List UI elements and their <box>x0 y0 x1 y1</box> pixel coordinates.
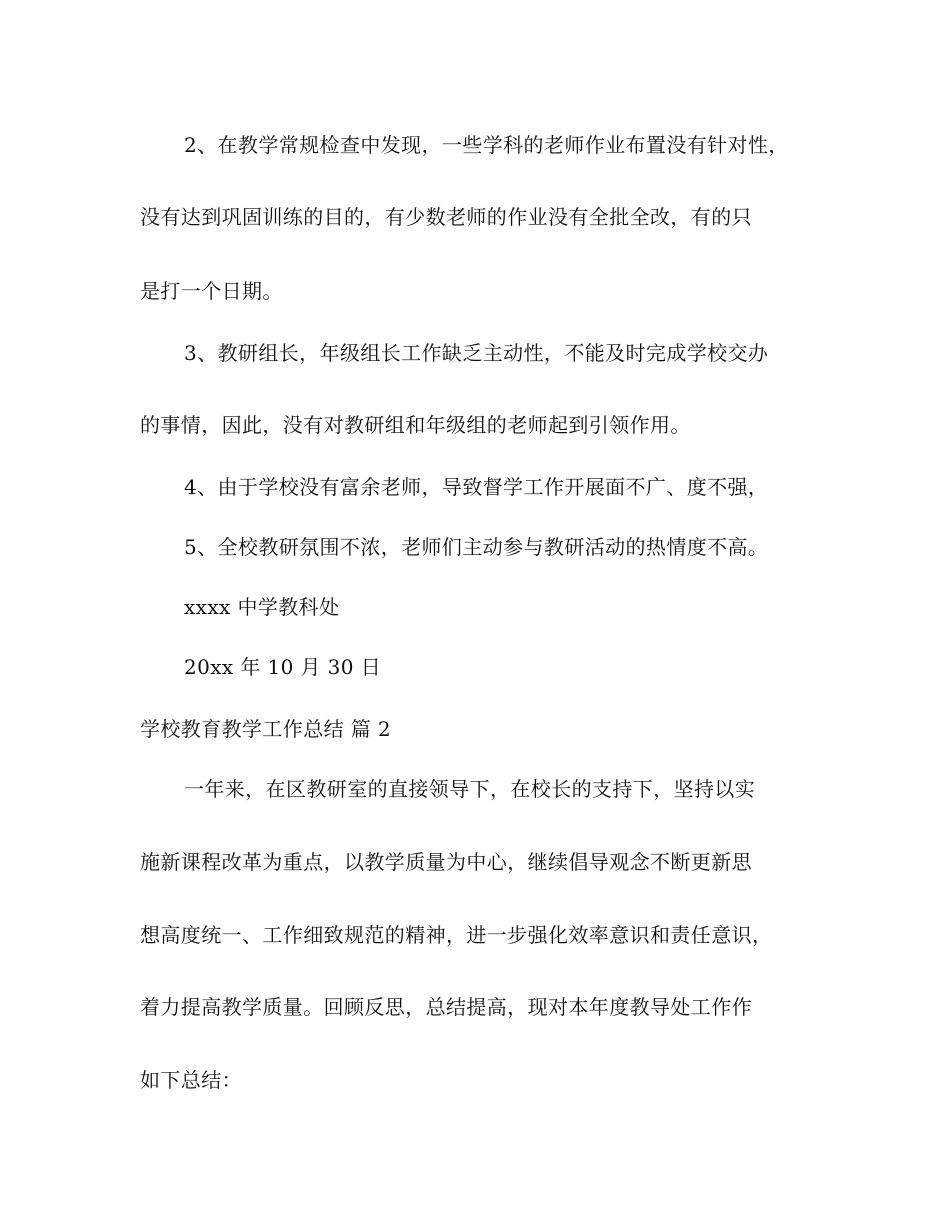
paragraph-line: 的事情，因此，没有对教研组和年级组的老师起到引领作用。 <box>140 413 691 437</box>
paragraph-line: 着力提高教学质量。回顾反思，总结提高，现对本年度教导处工作作 <box>140 995 752 1019</box>
paragraph-line: 施新课程改革为重点，以教学质量为中心，继续倡导观念不断更新思 <box>140 850 752 874</box>
paragraph-line: 没有达到巩固训练的目的，有少数老师的作业没有全批全改，有的只 <box>140 205 752 229</box>
paragraph-line: 一年来，在区教研室的直接领导下，在校长的支持下，坚持以实 <box>184 777 756 801</box>
paragraph-line: 3、教研组长，年级组长工作缺乏主动性，不能及时完成学校交办 <box>184 341 769 365</box>
section-heading: 学校教育教学工作总结 篇 2 <box>140 717 392 741</box>
paragraph-line: 5、全校教研氛围不浓，老师们主动参与教研活动的热情度不高。 <box>184 535 769 559</box>
paragraph-line: 是打一个日期。 <box>140 279 283 303</box>
signature-date: 20xx 年 10 月 30 日 <box>184 655 382 679</box>
paragraph-line: 4、由于学校没有富余老师，导致督学工作开展面不广、度不强， <box>184 475 769 499</box>
paragraph-line: 如下总结： <box>140 1068 242 1092</box>
paragraph-line: 想高度统一、工作细致规范的精神，进一步强化效率意识和责任意识， <box>140 923 773 947</box>
signature-office: xxxx 中学教科处 <box>184 595 340 619</box>
paragraph-line: 2、在教学常规检查中发现，一些学科的老师作业布置没有针对性， <box>184 133 789 157</box>
